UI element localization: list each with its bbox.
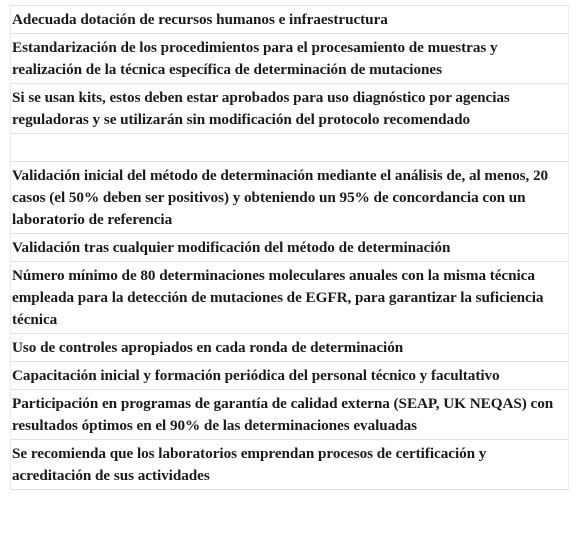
table-row-3: Si se usan kits, estos deben estar aprobados para uso diagnóstico por agencias reguladoras y se utilizarán sin modificación del protocolo recomendado [10, 84, 569, 134]
table-row-8: Uso de controles apropiados en cada ronda de determinación [10, 334, 569, 362]
table-row-11: Se recomienda que los laboratorios emprendan procesos de certificación y acreditación de sus actividades [10, 440, 569, 490]
requirements-table [10, 5, 569, 490]
table-row-10: Participación en programas de garantía de calidad externa (SEAP, UK NEQAS) con resultados óptimos en el 90% de las determinaciones evaluadas [10, 390, 569, 440]
table-row-5: Validación inicial del método de determinación mediante el análisis de, al menos, 20 casos (el 50% deben ser positivos) y obteniendo un 95% de concordancia con un laboratorio de referencia [10, 162, 569, 234]
table-row-1: Adecuada dotación de recursos humanos e infraestructura [10, 6, 569, 34]
table-row-4-empty [10, 134, 569, 162]
table-row-7: Número mínimo de 80 determinaciones moleculares anuales con la misma técnica empleada para la detección de mutaciones de EGFR, para garantizar la suficiencia técnica [10, 262, 569, 334]
table-row-9: Capacitación inicial y formación periódica del personal técnico y facultativo [10, 362, 569, 390]
table-row-2: Estandarización de los procedimientos para el procesamiento de muestras y realización de la técnica específica de determinación de mutaciones [10, 34, 569, 84]
table-row-6: Validación tras cualquier modificación del método de determinación [10, 234, 569, 262]
